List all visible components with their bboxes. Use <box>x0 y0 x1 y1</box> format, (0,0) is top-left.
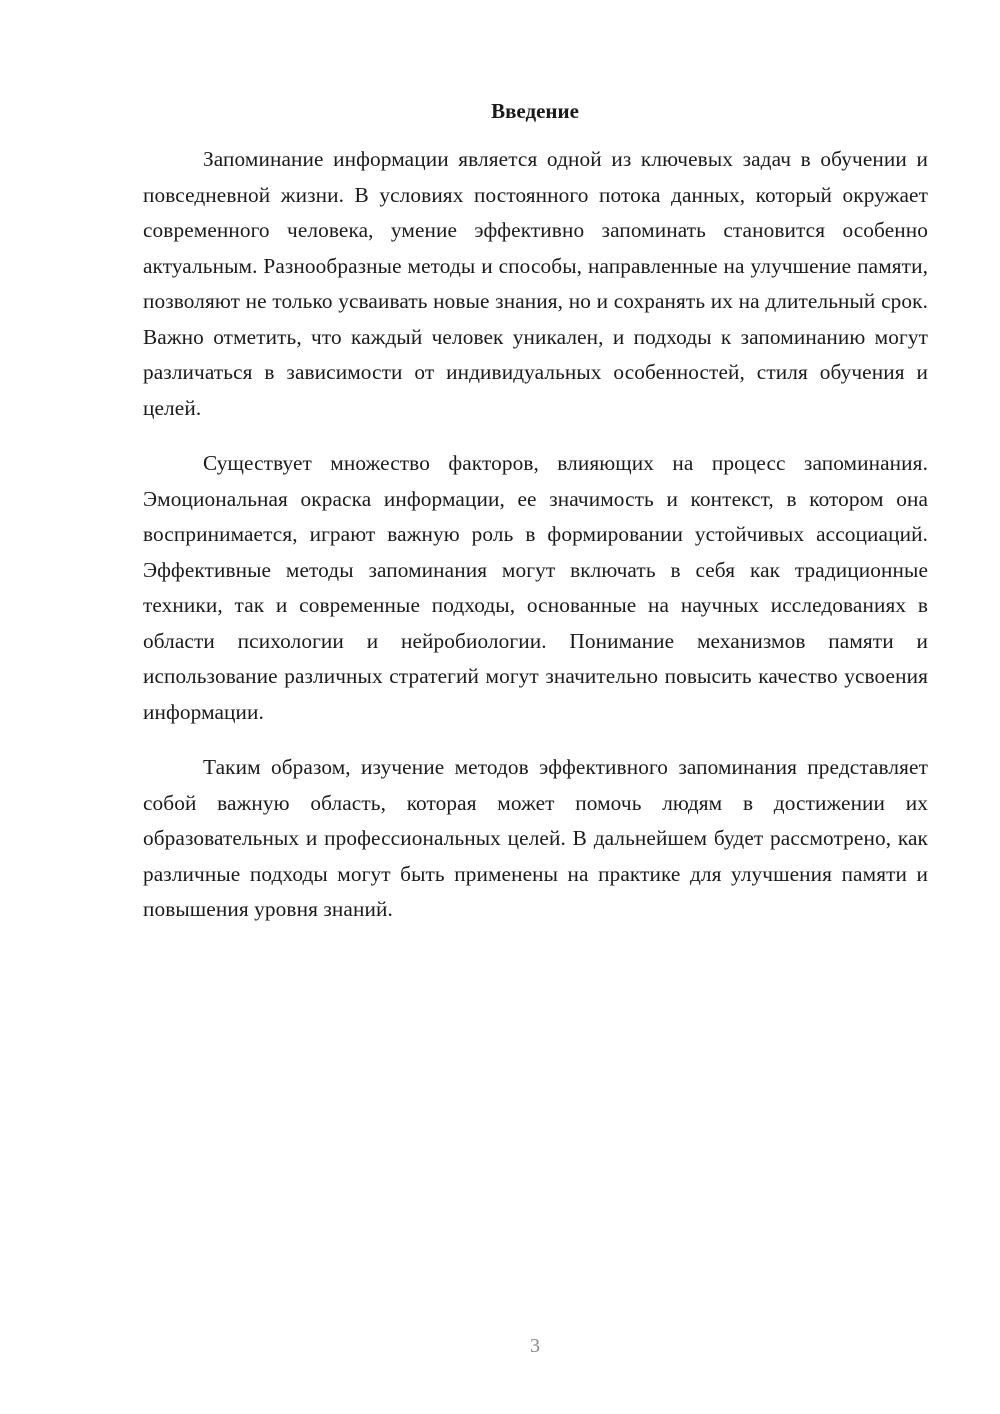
paragraph-2: Существует множество факторов, влияющих на процесс запоминания. Эмоциональная окраска информации, ее значимость и контекст, в котором она воспринимается, играют важную роль в формировании устойчивых ассоциаций. Эффективные методы запоминания могут включать в себя как традиционные техники, так и современные подходы, основанные на научных исследованиях в области психологии и нейробиологии. Понимание механизмов памяти и использование различных стратегий могут значительно повысить качество усвоения информации. <box>143 451 928 724</box>
paragraph-3: Таким образом, изучение методов эффективного запоминания представляет собой важную область, которая может помочь людям в достижении их образовательных и профессиональных целей. В дальнейшем будет рассмотрено, как различные подходы могут быть применены на практике для улучшения памяти и повышения уровня знаний. <box>143 755 928 921</box>
paragraph-1: Запоминание информации является одной из ключевых задач в обучении и повседневной жизни. В условиях постоянного потока данных, который окружает современного человека, умение эффективно запоминать становится особенно актуальным. Разнообразные методы и способы, направленные на улучшение памяти, позволяют не только усваивать новые знания, но и сохранять их на длительный срок. Важно отметить, что каждый человек уникален, и подходы к запоминанию могут различаться в зависимости от индивидуальных особенностей, стиля обучения и целей. <box>143 147 928 420</box>
section-heading: Введение <box>491 99 579 123</box>
page-number: 3 <box>530 1335 540 1357</box>
body-text <box>143 142 928 928</box>
